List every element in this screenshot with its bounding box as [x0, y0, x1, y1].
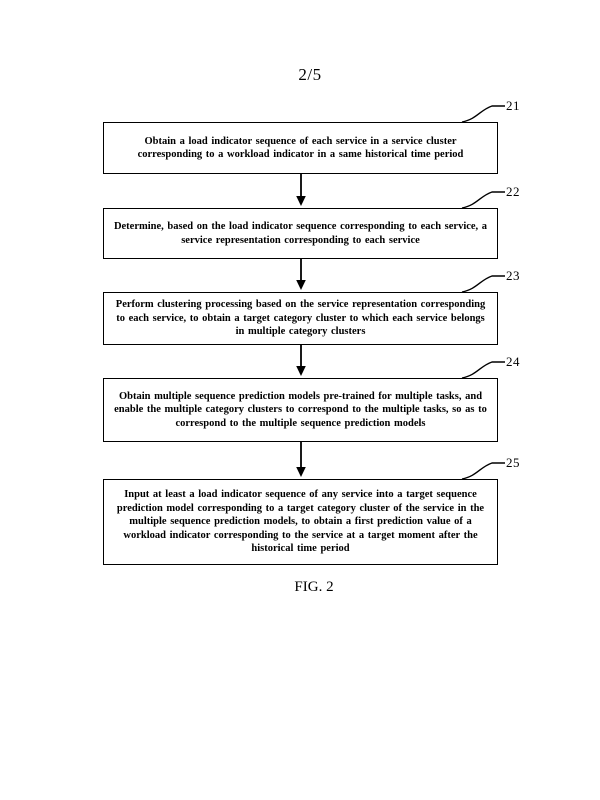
down-arrow-icon — [296, 442, 306, 477]
ref-label-21: 21 — [506, 98, 520, 113]
ref-leader-line — [462, 192, 505, 208]
flow-step-box-22 — [103, 208, 498, 259]
flow-step-text: Input at least a load indicator sequence of any service into a target sequence prediction model corresponding to a target category cluster of the service in the multiple sequence prediction models, to obtain a first prediction value of a workload indicator corresponding to the service at a target moment after the historical time period — [116, 489, 485, 555]
sheet-number: 2/5 — [298, 65, 322, 84]
flow-step-text: Determine, based on the load indicator sequence corresponding to each service, a service representation corresponding to each service — [113, 221, 488, 246]
ref-label-25: 25 — [506, 455, 520, 470]
ref-label-24: 24 — [506, 354, 520, 369]
down-arrow-icon — [296, 259, 306, 290]
flow-step-box-21 — [103, 122, 498, 174]
flow-step-box-25 — [103, 479, 498, 565]
flow-step-text: Obtain a load indicator sequence of each service in a service cluster corresponding to a workload indicator in a same historical time period — [137, 135, 464, 160]
ref-leader-line — [462, 106, 505, 122]
ref-label-23: 23 — [506, 268, 520, 283]
ref-leader-line — [462, 463, 505, 479]
down-arrow-icon — [296, 174, 306, 206]
down-arrow-icon — [296, 345, 306, 376]
ref-label-22: 22 — [506, 184, 520, 199]
flow-step-box-23 — [103, 292, 498, 345]
figure-label: FIG. 2 — [294, 579, 334, 595]
flow-step-box-24 — [103, 378, 498, 442]
flow-step-text: Perform clustering processing based on the service representation corresponding to each service, to obtain a target category cluster to which each service belongs in multiple category clusters — [115, 299, 486, 338]
ref-leader-line — [462, 362, 505, 378]
flow-step-text: Obtain multiple sequence prediction models pre-trained for multiple tasks, and enable the multiple category clusters to correspond to the multiple tasks, so as to correspond to the multiple sequence prediction models — [114, 390, 487, 429]
ref-leader-line — [462, 276, 505, 292]
